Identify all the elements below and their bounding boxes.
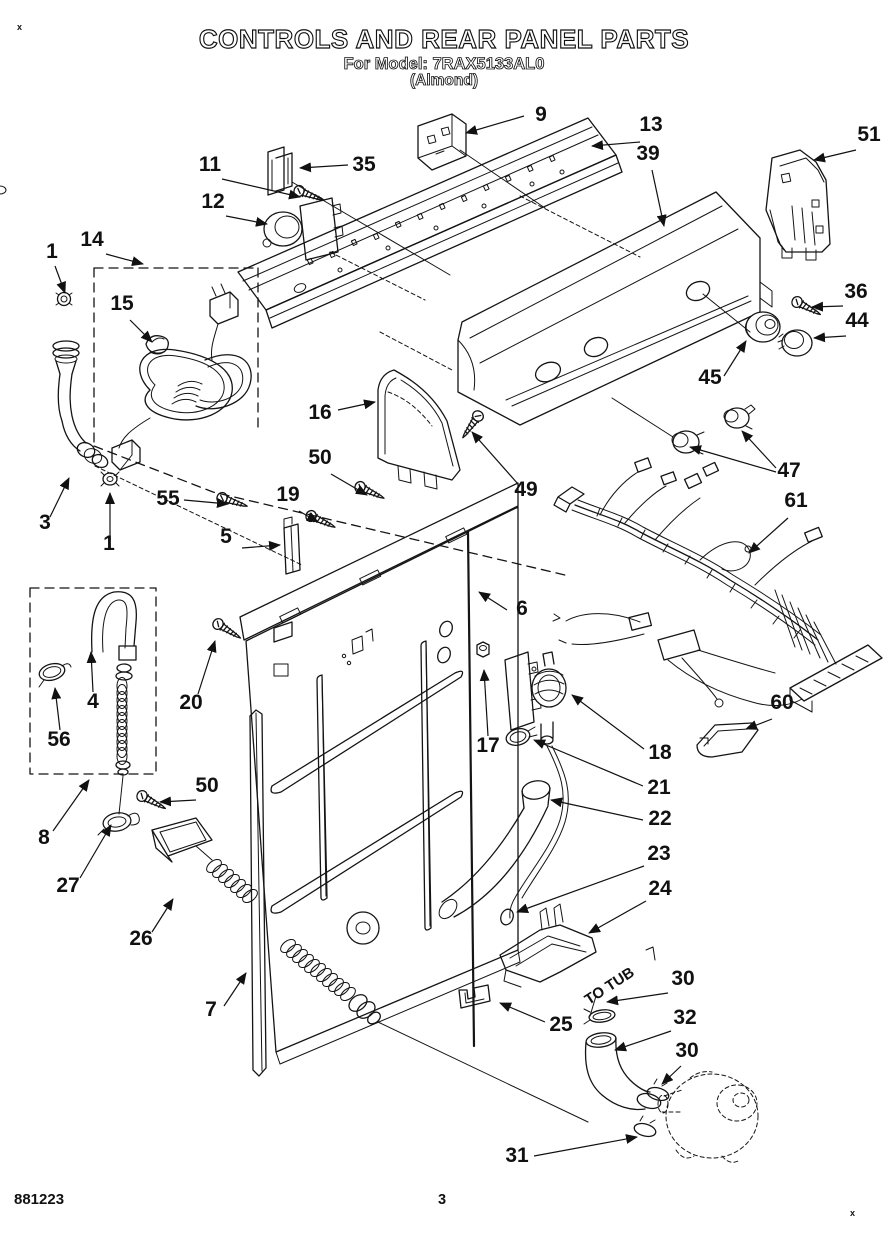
callout-label-32-39: 32 — [673, 1006, 697, 1029]
callout-label-49-16: 49 — [514, 478, 538, 501]
callout-label-20-24: 20 — [179, 691, 203, 714]
callout-arrow-55 — [184, 500, 228, 504]
rear-panel-drawing — [240, 483, 520, 1064]
corner-registration-mark-bottom: x — [850, 1208, 856, 1218]
callout-arrow-16 — [338, 402, 375, 410]
callout-arrow-30 — [607, 993, 668, 1002]
callout-arrow-60 — [746, 719, 772, 729]
callout-label-30-40: 30 — [675, 1039, 699, 1062]
callout-label-47-13: 47 — [777, 459, 801, 482]
drain-pump-reference-drawing — [658, 1072, 758, 1163]
mounting-screws-drawing — [135, 409, 485, 814]
callout-arrow-44 — [814, 336, 846, 338]
panel-seal-strip-drawing — [250, 710, 266, 1076]
callout-label-11-3: 11 — [198, 153, 222, 176]
callout-arrow-26 — [152, 899, 173, 932]
callout-arrow-36 — [812, 306, 843, 307]
water-valve-group-drawing — [436, 642, 569, 927]
callout-arrow-13 — [592, 142, 640, 146]
to-tub-label: TO TUB — [581, 963, 638, 1009]
callout-label-15-2: 15 — [110, 292, 134, 315]
callout-arrow-35 — [300, 165, 348, 168]
callout-label-51-9: 51 — [857, 123, 881, 146]
callout-label-60-42: 60 — [770, 691, 794, 714]
inlet-hose-drawing — [53, 293, 302, 566]
callout-arrow-49 — [472, 432, 518, 484]
callout-label-23-35: 23 — [647, 842, 671, 865]
callout-label-6-23: 6 — [516, 597, 528, 620]
callout-label-4-25: 4 — [87, 690, 99, 713]
callout-arrow-3 — [50, 478, 69, 517]
callout-arrow-50 — [331, 474, 367, 495]
callout-arrow-15 — [130, 320, 152, 342]
callout-arrow-23 — [517, 866, 644, 912]
callout-arrow-18 — [572, 695, 644, 749]
callout-label-19-19: 19 — [276, 483, 300, 506]
right-end-cap-drawing — [766, 150, 830, 260]
callout-arrow-45 — [724, 341, 746, 376]
callout-label-26-29: 26 — [129, 927, 153, 950]
callout-arrow-20 — [198, 641, 215, 694]
callout-label-21-33: 21 — [647, 776, 671, 799]
callout-label-9-6: 9 — [535, 103, 547, 126]
callout-label-1-0: 1 — [46, 240, 58, 263]
callout-label-13-7: 13 — [639, 113, 663, 136]
callout-arrow-22 — [551, 800, 643, 820]
callout-label-7-30: 7 — [205, 998, 217, 1021]
wire-harness-drawing — [553, 458, 882, 712]
callout-arrow-24 — [589, 901, 646, 933]
callout-arrow-56 — [55, 688, 60, 730]
callout-label-35-5: 35 — [352, 153, 376, 176]
console-panel-drawing — [380, 192, 772, 425]
callout-label-3-21: 3 — [39, 511, 51, 534]
timer-knob-group-drawing — [703, 294, 823, 356]
hinge-bracket-drawing — [284, 517, 300, 574]
callout-label-5-20: 5 — [220, 525, 232, 548]
callout-arrow-21 — [534, 740, 643, 786]
callout-arrow-32 — [615, 1031, 671, 1050]
hose-support-drawing — [459, 904, 596, 1008]
callout-label-14-1: 14 — [80, 228, 104, 251]
callout-arrow-25 — [500, 1003, 545, 1022]
callout-label-8-27: 8 — [38, 826, 50, 849]
push-switches-drawing — [612, 398, 755, 454]
callout-layer — [38, 103, 881, 1167]
callout-label-50-17: 50 — [308, 446, 332, 469]
callout-label-31-41: 31 — [505, 1144, 529, 1167]
callout-arrow-12 — [226, 216, 267, 224]
callout-arrow-6 — [479, 592, 507, 610]
callout-arrow-51 — [814, 150, 856, 160]
finish-subtitle: (Almond) — [409, 72, 479, 89]
page-title: CONTROLS AND REAR PANEL PARTS — [198, 24, 690, 54]
callout-arrow-14 — [106, 254, 143, 264]
callout-label-30-38: 30 — [671, 967, 695, 990]
callout-arrow-61 — [749, 518, 788, 553]
footer-doc-number: 881223 — [14, 1191, 65, 1208]
callout-label-1-22: 1 — [103, 532, 115, 555]
callout-arrow-1 — [55, 266, 65, 293]
callout-label-27-28: 27 — [56, 874, 80, 897]
pressure-switch-drawing — [263, 184, 425, 300]
callout-arrow-30 — [662, 1066, 681, 1084]
callout-arrow-4 — [91, 652, 93, 692]
callout-arrow-50 — [160, 800, 196, 802]
callout-label-61-14: 61 — [784, 489, 808, 512]
callout-label-12-4: 12 — [201, 190, 225, 213]
callout-label-16-15: 16 — [308, 401, 332, 424]
callout-label-55-18: 55 — [156, 487, 180, 510]
callout-arrow-9 — [466, 116, 524, 133]
callout-label-39-8: 39 — [636, 142, 660, 165]
footer-page-number: 3 — [437, 1192, 447, 1208]
model-subtitle: For Model: 7RAX5133AL0 — [343, 55, 545, 73]
callout-label-17-31: 17 — [476, 734, 500, 757]
callout-arrow-47 — [742, 431, 776, 468]
corner-registration-mark-top: x — [17, 22, 23, 32]
callout-label-24-36: 24 — [648, 877, 672, 900]
callout-arrow-31 — [534, 1137, 637, 1156]
callout-label-45-12: 45 — [698, 366, 722, 389]
left-end-cap-drawing — [378, 370, 460, 489]
callout-label-36-10: 36 — [844, 280, 868, 303]
callout-label-56-26: 56 — [47, 728, 71, 751]
callout-label-50-43: 50 — [195, 774, 219, 797]
console-rail-drawing — [0, 118, 622, 328]
callout-arrow-7 — [224, 973, 246, 1006]
nozzle-and-clamps-drawing — [98, 811, 588, 1122]
callout-label-22-34: 22 — [648, 807, 672, 830]
callout-arrow-27 — [80, 825, 111, 878]
callout-label-44-11: 44 — [845, 309, 869, 332]
callout-label-18-32: 18 — [648, 741, 672, 764]
callout-arrow-17 — [484, 670, 488, 736]
callout-arrow-39 — [652, 170, 664, 226]
callout-arrow-8 — [53, 780, 89, 831]
callout-label-25-37: 25 — [549, 1013, 573, 1036]
